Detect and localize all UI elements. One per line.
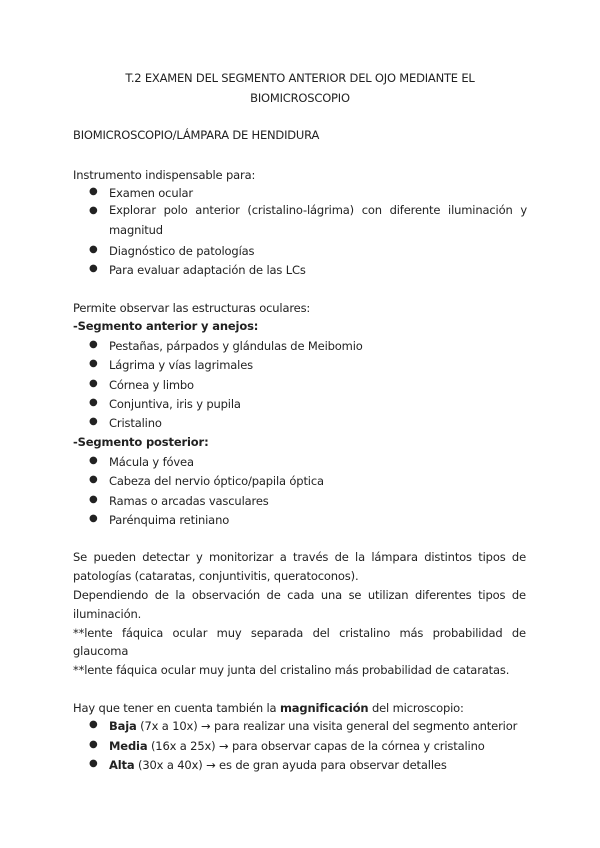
paragraph-line: iluminación. [73, 607, 142, 621]
document-title-line-1: T.2 EXAMEN DEL SEGMENTO ANTERIOR DEL OJO MEDIANTE EL [125, 71, 475, 85]
list-item-text [109, 739, 485, 753]
bullet-icon: ● [89, 494, 98, 505]
list-item-text: Lágrima y vías lagrimales [109, 358, 253, 372]
bullet-icon: ● [89, 758, 98, 769]
list-item-text: Parénquima retiniano [109, 513, 230, 527]
magnification-level-desc: (16x a 25x) → para observar capas de la córnea y cristalino [147, 739, 485, 753]
list-item-text [109, 758, 447, 772]
bullet-icon: ● [89, 186, 98, 197]
bullet-icon: ● [89, 739, 98, 750]
intro-text: Instrumento indispensable para: [73, 168, 256, 182]
list-item-text: Diagnóstico de patologías [109, 244, 255, 258]
note-line: **lente fáquica ocular muy separada del cristalino más probabilidad de [73, 626, 526, 640]
magnification-intro-post: del microscopio: [368, 701, 464, 715]
bullet-icon: ● [89, 205, 98, 216]
note-line: **lente fáquica ocular muy junta del cristalino más probabilidad de cataratas. [73, 663, 510, 677]
bullet-icon: ● [89, 474, 98, 485]
bullet-icon: ● [89, 513, 98, 524]
list-item-text: Explorar polo anterior (cristalino-lágrima) con diferente iluminación y magnitud [109, 203, 527, 237]
magnification-keyword: magnificación [279, 701, 369, 715]
list-item-text: Cabeza del nervio óptico/papila óptica [109, 474, 324, 488]
magnification-level-name: Media [109, 739, 148, 753]
magnification-intro [73, 701, 464, 715]
list-item-text: Ramas o arcadas vasculares [109, 494, 269, 508]
section-heading: BIOMICROSCOPIO/LÁMPARA DE HENDIDURA [73, 128, 320, 142]
list-item-text: Cristalino [109, 416, 162, 430]
magnification-intro-pre: Hay que tener en cuenta también la [73, 701, 280, 715]
paragraph-line: Dependiendo de la observación de cada una se utilizan diferentes tipos de [73, 588, 526, 602]
paragraph-line: Se pueden detectar y monitorizar a través de la lámpara distintos tipos de [73, 550, 526, 564]
bullet-icon: ● [89, 358, 98, 369]
bullet-icon: ● [89, 719, 98, 730]
bullet-icon: ● [89, 397, 98, 408]
note-line: glaucoma [73, 644, 129, 658]
list-item-text [109, 719, 517, 733]
list-item-text: Para evaluar adaptación de las LCs [109, 263, 306, 277]
bullet-icon: ● [89, 416, 98, 427]
list-item-text: Conjuntiva, iris y pupila [109, 397, 241, 411]
document-title-line-2: BIOMICROSCOPIO [250, 91, 350, 105]
magnification-level-name: Alta [109, 758, 135, 772]
bullet-icon: ● [89, 455, 98, 466]
list-item-text: Córnea y limbo [109, 378, 194, 392]
list-item-text: Pestañas, párpados y glándulas de Meibomio [109, 339, 363, 353]
structures-intro: Permite observar las estructuras oculares: [73, 301, 311, 315]
bullet-icon: ● [89, 339, 98, 350]
bullet-icon: ● [89, 263, 98, 274]
list-item-text: Examen ocular [109, 186, 194, 200]
magnification-level-name: Baja [109, 719, 137, 733]
magnification-level-desc: (7x a 10x) → para realizar una visita general del segmento anterior [136, 719, 518, 733]
bullet-icon: ● [89, 378, 98, 389]
paragraph-line: patologías (cataratas, conjuntivitis, queratoconos). [73, 569, 359, 583]
posterior-segment-heading: -Segmento posterior: [73, 435, 209, 449]
bullet-icon: ● [89, 244, 98, 255]
anterior-segment-heading: -Segmento anterior y anejos: [73, 319, 259, 333]
list-item-text: Mácula y fóvea [109, 455, 194, 469]
magnification-level-desc: (30x a 40x) → es de gran ayuda para observar detalles [134, 758, 447, 772]
